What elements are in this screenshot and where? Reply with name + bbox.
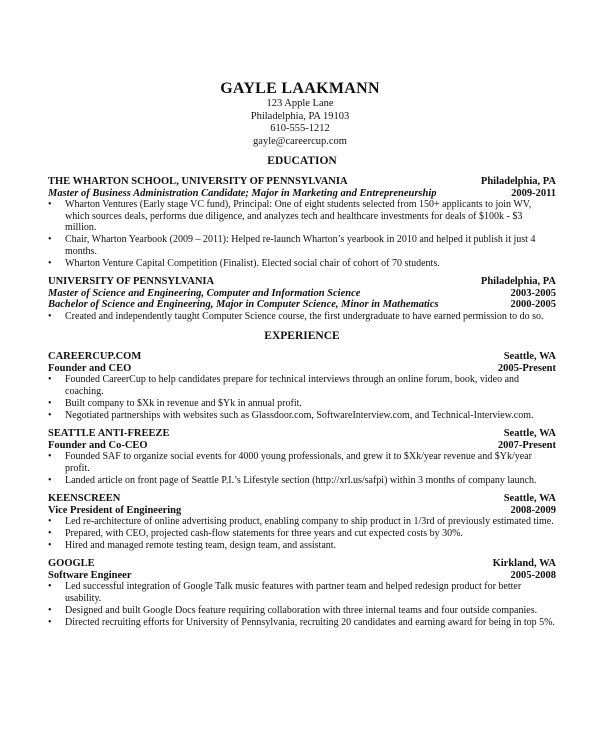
role-row [48, 505, 556, 517]
entry-header-row [48, 558, 556, 570]
experience-heading: EXPERIENCE [264, 330, 340, 343]
company-name: CAREERCUP.COM [48, 351, 142, 363]
degree-date: 2009-2011 [511, 187, 556, 199]
bullet-list [48, 581, 556, 628]
experience-entry-google [48, 558, 556, 628]
company-location: Seattle, WA [503, 351, 556, 363]
resume-header [0, 80, 600, 148]
role-date: 2005-Present [497, 362, 556, 374]
address-line: 123 Apple Lane [266, 98, 334, 109]
company-name: KEENSCREEN [48, 493, 121, 505]
company-location: Seattle, WA [503, 428, 556, 440]
education-entry-upenn [48, 276, 556, 322]
company-name: SEATTLE ANTI-FREEZE [48, 428, 170, 440]
email-line: gayle@careercup.com [253, 135, 347, 147]
experience-section [48, 329, 556, 628]
role-row [48, 570, 556, 582]
experience-entry-keenscreen [48, 493, 556, 551]
bullet-list [48, 199, 556, 269]
bullet-list [48, 374, 556, 421]
role-title: Vice President of Engineering [48, 504, 182, 516]
bullet-list [48, 516, 556, 551]
degree-text: Master of Business Administration Candidate; Major in Marketing and Entrepreneurship [48, 187, 437, 199]
role-date: 2007-Present [497, 439, 556, 451]
list-item: • Founded SAF to organize social events for 4000 young professionals, and grew it to $Xk/year revenue and $Yk/year profit. [48, 451, 556, 474]
school-name: UNIVERSITY OF PENNSYLVANIA [48, 276, 215, 288]
list-item: • Wharton Ventures (Early stage VC fund), Principal: One of eight students selected from 150+ applicants to join WV, which sources deals, performs due diligence, and analyzes tech and healthcare investments for deals of $100k - $3 million. [48, 199, 556, 234]
bullet-list [48, 311, 556, 323]
list-item: • Negotiated partnerships with websites such as Glassdoor.com, SoftwareInterview.com, and Technical-Interview.com. [48, 410, 556, 422]
city-line: Philadelphia, PA 19103 [250, 110, 350, 122]
school-location: Philadelphia, PA [480, 276, 556, 288]
entry-header-row [48, 176, 556, 188]
list-item: • Created and independently taught Computer Science course, the first undergraduate to have earned permission to do so. [48, 311, 556, 323]
company-location: Seattle, WA [503, 493, 556, 505]
entry-header-row [48, 428, 556, 440]
company-name: GOOGLE [48, 558, 95, 570]
list-item: • Prepared, with CEO, projected cash-flow statements for three years and cut expected costs by 30%. [48, 528, 556, 540]
list-item: • Led re-architecture of online advertising product, enabling company to ship product in 1/3rd of previously estimated time. [48, 516, 556, 528]
degree-row [48, 188, 556, 200]
list-item: • Chair, Wharton Yearbook (2009 – 2011): Helped re-launch Wharton’s yearbook in 2010 and helped it publish it just 4 months. [48, 234, 556, 257]
degree-row [48, 299, 556, 311]
role-title: Founder and Co-CEO [48, 439, 148, 451]
role-title: Founder and CEO [48, 362, 132, 374]
education-section [48, 154, 556, 322]
list-item: • Founded CareerCup to help candidates prepare for technical interviews through an online forum, book, video and coaching. [48, 374, 556, 397]
education-heading: EDUCATION [267, 155, 337, 167]
degree-date: 2000-2005 [510, 299, 556, 311]
list-item: • Landed article on front page of Seattle P.I.’s Lifestyle section (http://xrl.us/safpi) within 3 months of company launch. [48, 475, 556, 487]
entry-header-row [48, 493, 556, 505]
degree-row [48, 288, 556, 300]
list-item: • Built company to $Xk in revenue and $Yk in annual profit. [48, 398, 556, 410]
phone-line: 610-555-1212 [270, 123, 330, 134]
resume-body [48, 154, 556, 635]
role-row [48, 363, 556, 375]
list-item: • Hired and managed remote testing team, design team, and assistant. [48, 540, 556, 552]
list-item: • Designed and built Google Docs feature requiring collaboration with three internal teams and four outside companies. [48, 605, 556, 617]
degree-date: 2003-2005 [510, 287, 556, 299]
role-title: Software Engineer [48, 569, 132, 581]
list-item: • Led successful integration of Google Talk music features with partner team and helped redesign product for better usability. [48, 581, 556, 604]
degree-text: Master of Science and Engineering, Computer and Information Science [48, 287, 361, 299]
list-item: • Wharton Venture Capital Competition (Finalist). Elected social chair of cohort of 70 students. [48, 258, 556, 270]
role-date: 2008-2009 [510, 504, 556, 516]
experience-entry-careercup [48, 351, 556, 421]
role-row [48, 440, 556, 452]
school-name: THE WHARTON SCHOOL, UNIVERSITY OF PENNSYLVANIA [48, 176, 348, 187]
entry-header-row [48, 351, 556, 363]
role-date: 2005-2008 [510, 569, 556, 581]
entry-header-row [48, 276, 556, 288]
education-entry-wharton [48, 176, 556, 269]
bullet-list [48, 451, 556, 486]
list-item: • Directed recruiting efforts for University of Pennsylvania, recruiting 20 candidates and earning award for being in top 5%. [48, 617, 556, 629]
candidate-name: GAYLE LAAKMANN [220, 80, 380, 97]
degree-text: Bachelor of Science and Engineering, Major in Computer Science, Minor in Mathematics [48, 299, 439, 311]
school-location: Philadelphia, PA [480, 176, 556, 187]
experience-entry-saf [48, 428, 556, 486]
company-location: Kirkland, WA [492, 558, 556, 570]
